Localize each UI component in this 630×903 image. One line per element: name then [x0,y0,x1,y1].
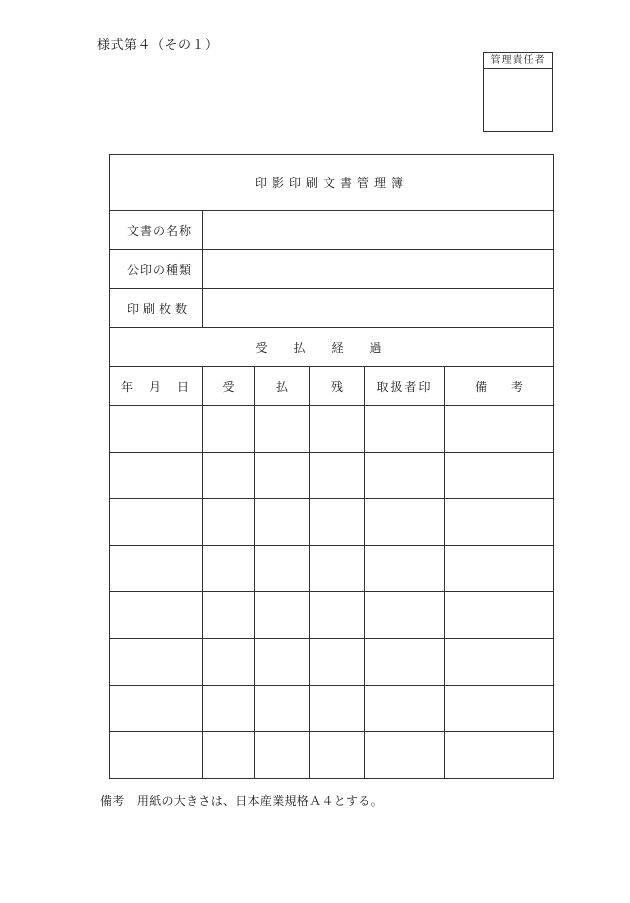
cell-date[interactable] [110,499,203,546]
manager-stamp-area[interactable] [484,69,552,133]
paper-size-note: 備考 用紙の大きさは、日本産業規格Ａ４とする。 [100,794,383,808]
table-row [110,545,554,592]
cell-balance[interactable] [310,732,365,779]
cell-balance[interactable] [310,452,365,499]
cell-issued[interactable] [255,545,310,592]
ledger-table [109,154,554,779]
manager-stamp-box [483,52,553,132]
cell-remarks[interactable] [445,685,554,732]
cell-handler-seal[interactable] [365,545,445,592]
cell-date[interactable] [110,732,203,779]
cell-date[interactable] [110,452,203,499]
table-row [110,406,554,453]
print-count-label: 印刷枚数 [110,289,203,328]
cell-remarks[interactable] [445,592,554,639]
cell-remarks[interactable] [445,499,554,546]
cell-balance[interactable] [310,638,365,685]
document-name-field[interactable] [203,211,554,250]
document-name-label: 文書の名称 [110,211,203,250]
manager-label: 管理責任者 [484,53,552,69]
table-row [110,638,554,685]
ledger-title: 印影印刷文書管理簿 [110,155,554,211]
cell-remarks[interactable] [445,452,554,499]
cell-remarks[interactable] [445,732,554,779]
cell-handler-seal[interactable] [365,638,445,685]
cell-handler-seal[interactable] [365,452,445,499]
cell-date[interactable] [110,545,203,592]
print-count-field[interactable] [203,289,554,328]
cell-date[interactable] [110,638,203,685]
cell-remarks[interactable] [445,545,554,592]
table-row [110,685,554,732]
cell-received[interactable] [203,499,255,546]
cell-received[interactable] [203,732,255,779]
cell-issued[interactable] [255,732,310,779]
col-issued: 払 [255,367,310,406]
cell-balance[interactable] [310,545,365,592]
cell-handler-seal[interactable] [365,406,445,453]
table-row [110,499,554,546]
cell-received[interactable] [203,592,255,639]
seal-type-label: 公印の種類 [110,250,203,289]
cell-issued[interactable] [255,499,310,546]
col-balance: 残 [310,367,365,406]
col-remarks: 備 考 [445,367,554,406]
cell-received[interactable] [203,638,255,685]
table-row [110,732,554,779]
cell-remarks[interactable] [445,638,554,685]
cell-handler-seal[interactable] [365,592,445,639]
col-date: 年 月 日 [110,367,203,406]
cell-issued[interactable] [255,592,310,639]
cell-handler-seal[interactable] [365,499,445,546]
cell-issued[interactable] [255,452,310,499]
cell-balance[interactable] [310,592,365,639]
cell-handler-seal[interactable] [365,685,445,732]
cell-remarks[interactable] [445,406,554,453]
table-row [110,452,554,499]
cell-received[interactable] [203,452,255,499]
table-row [110,592,554,639]
seal-type-field[interactable] [203,250,554,289]
cell-received[interactable] [203,406,255,453]
cell-balance[interactable] [310,499,365,546]
cell-balance[interactable] [310,406,365,453]
cell-issued[interactable] [255,406,310,453]
cell-received[interactable] [203,685,255,732]
cell-date[interactable] [110,406,203,453]
cell-balance[interactable] [310,685,365,732]
transaction-section-title: 受払経過 [110,328,554,367]
cell-date[interactable] [110,685,203,732]
cell-issued[interactable] [255,638,310,685]
cell-date[interactable] [110,592,203,639]
col-handler-seal: 取扱者印 [365,367,445,406]
cell-received[interactable] [203,545,255,592]
cell-issued[interactable] [255,685,310,732]
form-number: 様式第４（その１） [97,38,219,53]
cell-handler-seal[interactable] [365,732,445,779]
col-received: 受 [203,367,255,406]
